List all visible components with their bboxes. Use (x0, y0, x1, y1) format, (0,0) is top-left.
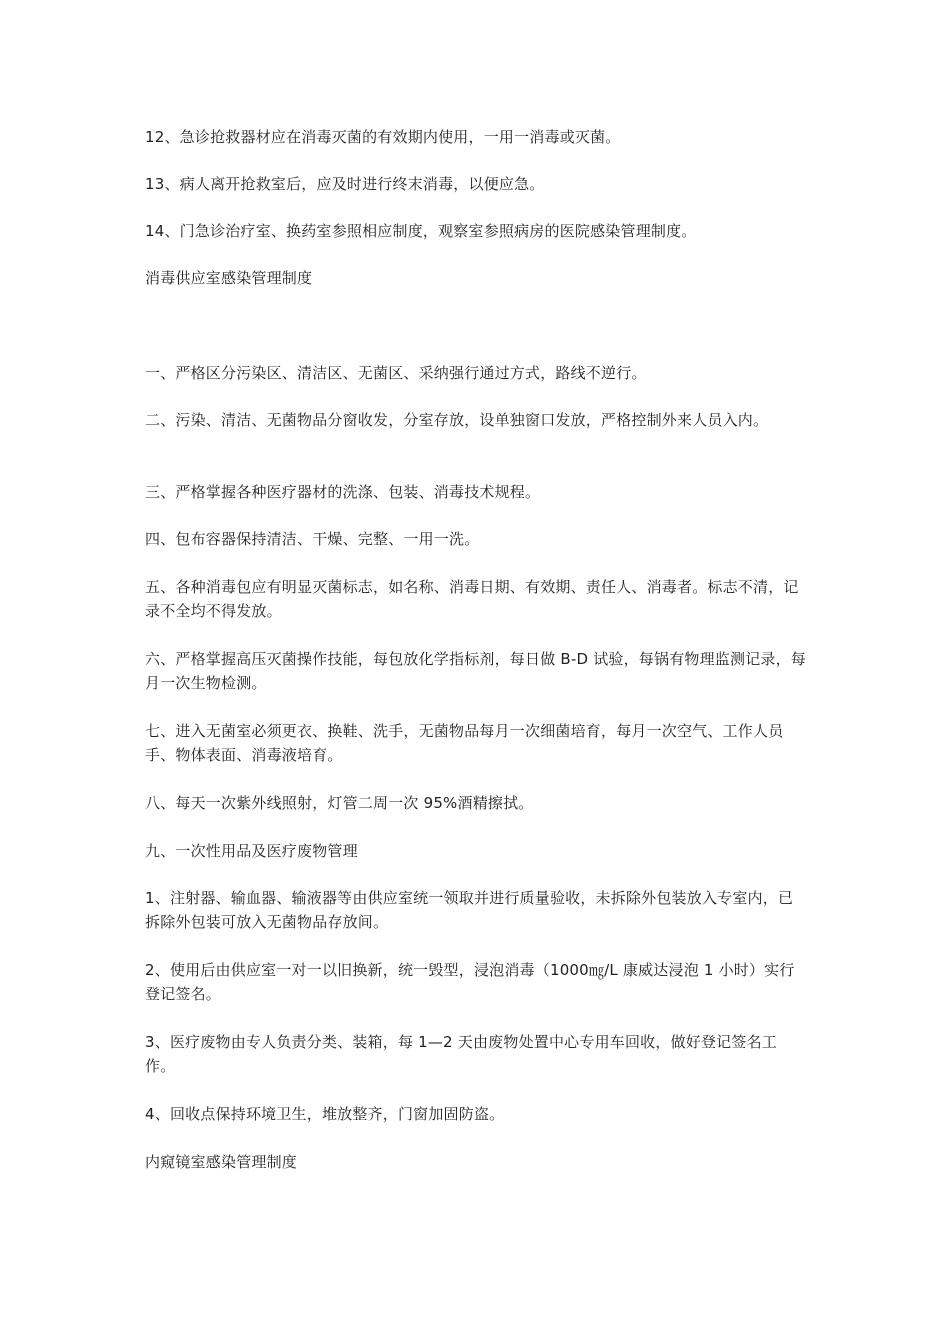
paragraph-item-1: 一、严格区分污染区、清洁区、无菌区、采纳强行通过方式，路线不逆行。 (145, 364, 647, 382)
subitem-3: 3、医疗废物由专人负责分类、装箱，每 1—2 天由废物处置中心专用车回收，做好登记签名工作。 (145, 1033, 777, 1075)
subitem-4: 4、回收点保持环境卫生，堆放整齐，门窗加固防盗。 (145, 1105, 505, 1123)
paragraph-item-2: 二、污染、清洁、无菌物品分窗收发，分室存放，设单独窗口发放，严格控制外来人员入内。 (145, 411, 769, 429)
subitem-2: 2、使用后由供应室一对一以旧换新，统一毁型，浸泡消毒（1000㎎/L 康威达浸泡 1 小时）实行登记签名。 (145, 961, 795, 1003)
paragraph-item-9: 九、一次性用品及医疗废物管理 (145, 842, 358, 860)
paragraph-item-7: 七、进入无菌室必须更衣、换鞋、洗手，无菌物品每月一次细菌培育，每月一次空气、工作人员手、物体表面、消毒液培育。 (145, 722, 784, 764)
paragraph-item-3: 三、严格掌握各种医疗器材的洗涤、包装、消毒技术规程。 (145, 483, 541, 501)
paragraph-item-13: 13、病人离开抢救室后，应及时进行终末消毒，以便应急。 (145, 175, 545, 193)
paragraph-item-4: 四、包布容器保持清洁、干燥、完整、一用一洗。 (145, 530, 480, 548)
section-heading-endoscope-room: 内窥镜室感染管理制度 (145, 1153, 298, 1171)
paragraph-item-14: 14、门急诊治疗室、换药室参照相应制度，观察室参照病房的医院感染管理制度。 (145, 222, 697, 240)
paragraph-item-5: 五、各种消毒包应有明显灭菌标志，如名称、消毒日期、有效期、责任人、消毒者。标志不清，记录不全均不得发放。 (145, 578, 799, 620)
paragraph-item-6: 六、严格掌握高压灭菌操作技能，每包放化学指标剂，每日做 B-D 试验，每锅有物理监测记录，每月一次生物检测。 (145, 650, 806, 692)
paragraph-item-8: 八、每天一次紫外线照射，灯管二周一次 95%酒精擦拭。 (145, 794, 534, 812)
section-heading-supply-room: 消毒供应室感染管理制度 (145, 269, 313, 287)
paragraph-item-12: 12、急诊抢救器材应在消毒灭菌的有效期内使用，一用一消毒或灭菌。 (145, 128, 621, 146)
subitem-1: 1、注射器、输血器、输液器等由供应室统一领取并进行质量验收，未拆除外包装放入专室内，已拆除外包装可放入无菌物品存放间。 (145, 889, 794, 931)
